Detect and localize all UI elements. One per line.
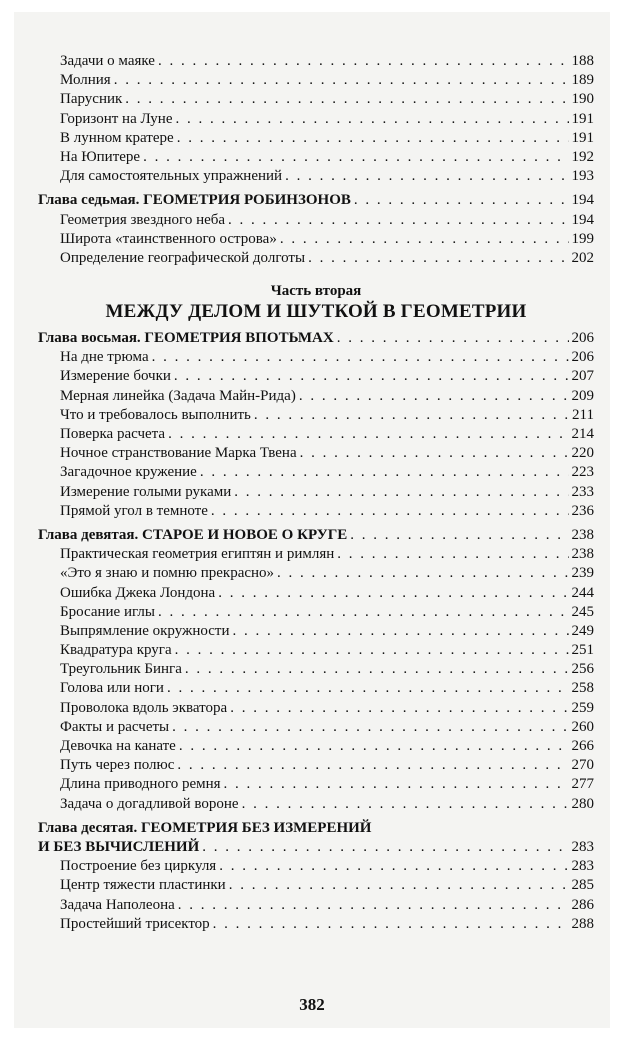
- toc-entry-title: Задача о догадливой вороне: [60, 795, 239, 812]
- toc-section-entry: [38, 699, 594, 718]
- toc-leader-dots: [218, 584, 568, 603]
- toc-entry-title: Прямой угол в темноте: [60, 502, 208, 519]
- toc-entry-page: 209: [571, 387, 594, 404]
- toc-entry-page: 270: [571, 757, 594, 774]
- toc-entry-page: 259: [571, 699, 594, 716]
- toc-entry-title: Построение без циркуля: [60, 858, 217, 875]
- toc-entry-title: Горизонт на Луне: [60, 110, 173, 127]
- toc-entry-page: 286: [571, 896, 594, 913]
- toc-entry-title: На дне трюма: [60, 349, 149, 366]
- toc-leader-dots: [337, 545, 568, 564]
- toc-section-entry: [38, 406, 594, 425]
- toc-section-entry: [38, 249, 594, 268]
- toc-section-entry: [38, 387, 594, 406]
- toc-entry-page: 244: [571, 584, 594, 601]
- toc-entry-page: 189: [571, 72, 594, 89]
- book-page: [14, 12, 610, 1028]
- toc-entry-page: 251: [571, 642, 594, 659]
- toc-entry-page: 288: [571, 915, 594, 932]
- toc-section-entry: [38, 483, 594, 502]
- toc-section-entry: [38, 148, 594, 167]
- toc-entry-page: 238: [571, 526, 594, 543]
- toc-entry-page: 188: [571, 53, 594, 69]
- toc-leader-dots: [172, 718, 568, 737]
- toc-leader-dots: [179, 737, 569, 756]
- toc-entry-title: Измерение голыми руками: [60, 483, 232, 500]
- toc-section-entry: [38, 52, 594, 71]
- toc-leader-dots: [200, 463, 569, 482]
- toc-section-entry: [38, 425, 594, 444]
- toc-entry-page: 238: [571, 546, 594, 563]
- toc-leader-dots: [280, 230, 569, 249]
- toc-entry-page: 283: [571, 858, 594, 875]
- toc-leader-dots: [202, 838, 568, 857]
- toc-entry-title: На Юпитере: [60, 148, 141, 165]
- toc-entry-page: 280: [571, 795, 594, 812]
- toc-leader-dots: [125, 90, 568, 109]
- toc-entry-title: Практическая геометрия египтян и римлян: [60, 546, 335, 563]
- toc-entry-page: 192: [571, 148, 594, 165]
- toc-section-entry: [38, 348, 594, 367]
- toc-entry-title: Загадочное кружение: [60, 464, 197, 481]
- toc-entry-title: Ночное странствование Марка Твена: [60, 445, 297, 462]
- part-title: МЕЖДУ ДЕЛОМ И ШУТКОЙ В ГЕОМЕТРИИ: [105, 301, 527, 323]
- toc-section-entry: [38, 857, 594, 876]
- chapter-ten-title-line1: Глава десятая. ГЕОМЕТРИЯ БЕЗ ИЗМЕРЕНИЙ: [38, 819, 372, 836]
- toc-entry-page: 239: [571, 565, 594, 582]
- toc-entry-page: 233: [571, 483, 594, 500]
- toc-section-entry: [38, 603, 594, 622]
- toc-section-entry: [38, 641, 594, 660]
- toc-entry-page: 260: [571, 718, 594, 735]
- toc-entry-title: Геометрия звездного неба: [60, 211, 226, 228]
- toc-section-entry: [38, 795, 594, 814]
- toc-entry-title: Измерение бочки: [60, 368, 171, 385]
- toc-section-entry: [38, 718, 594, 737]
- toc-leader-dots: [230, 699, 568, 718]
- toc-entry-title: Голова или ноги: [60, 680, 164, 697]
- toc-entry-title: Проволока вдоль экватора: [60, 699, 228, 716]
- toc-section-entry: [38, 679, 594, 698]
- toc-section-entry: [38, 584, 594, 603]
- toc-section-entry: [38, 622, 594, 641]
- toc-section-entry: [38, 129, 594, 148]
- toc-entry-title: Глава седьмая. ГЕОМЕТРИЯ РОБИНЗОНОВ: [38, 192, 351, 209]
- toc-entry-title: Широта «таинственного острова»: [60, 230, 277, 247]
- toc-leader-dots: [285, 167, 568, 186]
- toc-chapter-entry: [38, 329, 594, 348]
- toc-leader-dots: [219, 857, 568, 876]
- toc-leader-dots: [152, 348, 569, 367]
- part-label: Часть вторая: [270, 283, 362, 300]
- toc-entry-title: Длина приводного ремня: [60, 776, 221, 793]
- toc-section-entry: [38, 167, 594, 186]
- toc-entry-page: 194: [571, 192, 594, 209]
- toc-leader-dots: [158, 52, 569, 71]
- toc-leader-dots: [168, 425, 568, 444]
- toc-entry-title: Определение географической долготы: [60, 249, 306, 266]
- toc-leader-dots: [177, 129, 569, 148]
- toc-leader-dots: [299, 387, 569, 406]
- toc-section-entry: [38, 660, 594, 679]
- toc-entry-title: Глава девятая. СТАРОЕ И НОВОЕ О КРУГЕ: [38, 526, 348, 543]
- toc-entry-page: 206: [571, 330, 594, 347]
- toc-entry-title: Для самостоятельных упражнений: [60, 168, 283, 185]
- toc-section-entry: [38, 444, 594, 463]
- toc-entry-page: 214: [571, 426, 594, 442]
- toc-entry-title: Квадратура круга: [60, 642, 172, 659]
- toc-section-entry: [38, 545, 594, 564]
- toc-entry-page: 199: [571, 230, 594, 247]
- toc-entry-title: Треугольник Бинга: [60, 661, 182, 678]
- toc-section-entry: [38, 775, 594, 794]
- toc-leader-dots: [213, 915, 569, 934]
- toc-leader-dots: [308, 249, 568, 268]
- toc-section-entry: [38, 737, 594, 756]
- toc-entry-title: Парусник: [60, 91, 123, 108]
- toc-section-entry: [38, 756, 594, 775]
- toc-section-entry: [38, 71, 594, 90]
- toc-section-entry: [38, 876, 594, 895]
- toc-section-entry: [38, 915, 594, 934]
- toc-group-part-two: [38, 329, 594, 814]
- page-number: 382: [299, 995, 325, 1014]
- toc-section-entry: [38, 502, 594, 521]
- toc-entry-title: Задача Наполеона: [60, 896, 175, 913]
- toc-entry-page: 190: [571, 91, 594, 108]
- toc-entry-page: 266: [571, 738, 594, 754]
- toc-entry-title: Бросание иглы: [60, 603, 155, 620]
- toc-entry-page: 191: [571, 129, 594, 146]
- toc-entry-page: 202: [571, 249, 594, 266]
- toc-leader-dots: [277, 564, 568, 583]
- toc-entry-page: 256: [571, 661, 594, 678]
- toc-leader-dots: [337, 329, 569, 348]
- toc-section-entry: [38, 367, 594, 386]
- toc-leader-dots: [350, 526, 568, 545]
- toc-entry-title: Ошибка Джека Лондона: [60, 584, 216, 601]
- table-of-contents: [38, 52, 594, 934]
- toc-entry-page: 277: [571, 776, 594, 793]
- toc-leader-dots: [254, 406, 569, 425]
- toc-entry-title: Путь через полюс: [60, 757, 175, 774]
- toc-leader-dots: [158, 603, 569, 622]
- toc-entry-title: Глава восьмая. ГЕОМЕТРИЯ ВПОТЬМАХ: [38, 330, 334, 347]
- toc-entry-title: Факты и расчеты: [60, 718, 170, 735]
- toc-entry-page: 220: [571, 445, 594, 462]
- part-heading: [38, 282, 594, 324]
- toc-leader-dots: [178, 896, 569, 915]
- toc-leader-dots: [114, 71, 569, 90]
- toc-entry-title: Девочка на канате: [60, 738, 176, 754]
- toc-entry-page: 245: [571, 603, 594, 620]
- toc-entry-title: В лунном кратере: [60, 129, 174, 146]
- toc-entry-page: 206: [571, 349, 594, 366]
- toc-chapter-entry: [38, 526, 594, 545]
- toc-entry-title: Мерная линейка (Задача Майн-Рида): [60, 387, 296, 404]
- toc-leader-dots: [224, 775, 569, 794]
- toc-group-chapter-ten: [38, 857, 594, 934]
- toc-entry-page: 285: [571, 877, 594, 894]
- toc-entry-title: Что и требовалось выполнить: [60, 406, 251, 423]
- toc-leader-dots: [228, 211, 568, 230]
- toc-entry-title: «Это я знаю и помню прекрасно»: [60, 565, 275, 582]
- toc-leader-dots: [143, 148, 568, 167]
- toc-group-part-one: [38, 52, 594, 268]
- toc-section-entry: [38, 110, 594, 129]
- toc-chapter-ten: [38, 819, 594, 857]
- toc-section-entry: [38, 90, 594, 109]
- toc-entry-page: 193: [571, 168, 594, 185]
- toc-leader-dots: [242, 795, 569, 814]
- toc-entry-title: И БЕЗ ВЫЧИСЛЕНИЙ: [38, 838, 200, 855]
- toc-entry-title: Поверка расчета: [60, 426, 166, 442]
- toc-entry-title: Центр тяжести пластинки: [60, 877, 226, 894]
- toc-entry-page: 211: [572, 406, 594, 423]
- toc-entry-title: Выпрямление окружности: [60, 622, 230, 639]
- chapter-ten-title-line2: [38, 838, 594, 857]
- toc-leader-dots: [354, 191, 569, 210]
- toc-section-entry: [38, 211, 594, 230]
- toc-section-entry: [38, 896, 594, 915]
- toc-leader-dots: [174, 367, 569, 386]
- toc-entry-page: 283: [571, 838, 594, 855]
- toc-entry-title: Простейший трисектор: [60, 915, 210, 932]
- toc-entry-page: 207: [571, 368, 594, 385]
- toc-entry-page: 258: [571, 680, 594, 697]
- toc-leader-dots: [177, 756, 568, 775]
- toc-entry-page: 223: [571, 464, 594, 481]
- toc-leader-dots: [234, 483, 568, 502]
- toc-section-entry: [38, 564, 594, 583]
- toc-leader-dots: [229, 876, 569, 895]
- toc-entry-title: Задачи о маяке: [60, 53, 155, 69]
- toc-entry-page: 194: [571, 211, 594, 228]
- toc-leader-dots: [185, 660, 569, 679]
- toc-leader-dots: [300, 444, 569, 463]
- toc-section-entry: [38, 463, 594, 482]
- toc-leader-dots: [211, 502, 569, 521]
- toc-entry-page: 249: [571, 622, 594, 639]
- toc-leader-dots: [175, 110, 568, 129]
- toc-entry-title: Молния: [60, 72, 111, 89]
- toc-leader-dots: [233, 622, 569, 641]
- toc-leader-dots: [167, 679, 569, 698]
- toc-leader-dots: [175, 641, 569, 660]
- toc-entry-page: 236: [571, 502, 594, 519]
- toc-section-entry: [38, 230, 594, 249]
- toc-entry-page: 191: [571, 110, 594, 127]
- toc-chapter-entry: [38, 191, 594, 210]
